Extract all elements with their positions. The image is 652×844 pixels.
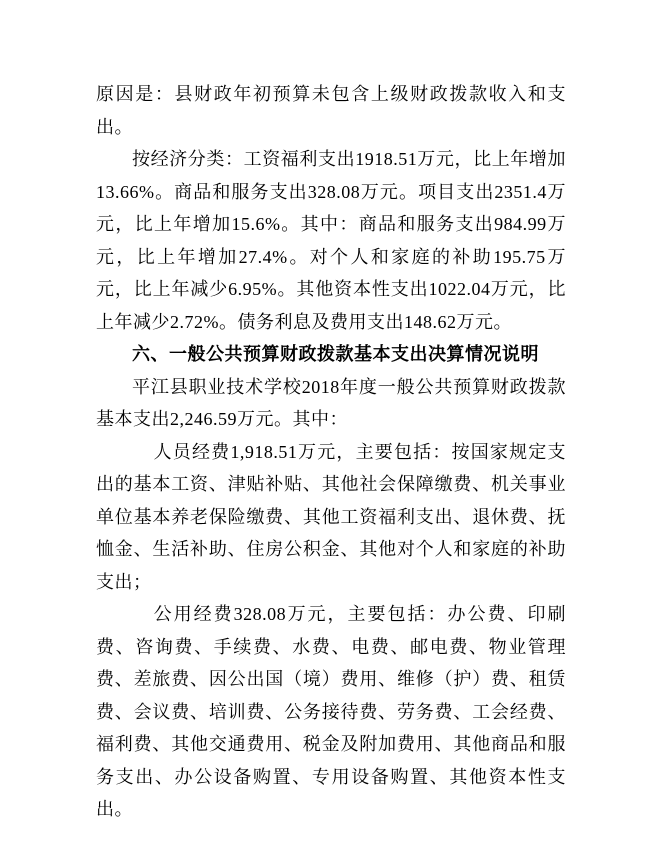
section-heading-basic-expenditure: 六、一般公共预算财政拨款基本支出决算情况说明 (132, 344, 539, 364)
document-body (96, 78, 566, 826)
paragraph-total-basic-expenditure: 平江县职业技术学校2018年度一般公共预算财政拨款基本支出2,246.59万元。其中： (96, 376, 566, 429)
paragraph-economic-classification: 按经济分类：工资福利支出1918.51万元，比上年增加13.66%。商品和服务支出328.08万元。项目支出2351.4万元，比上年增加15.6%。其中：商品和服务支出984.99万元，比上年增加27.4%。对个人和家庭的补助195.75万元，比上年减少6.95%。其他资本性支出1022.04万元，比上年减少2.72%。债务利息及费用支出148.62万元。 (96, 149, 566, 332)
paragraph-personnel-funds: 人员经费1,918.51万元，主要包括：按国家规定支出的基本工资、津贴补贴、其他社会保障缴费、机关事业单位基本养老保险缴费、其他工资福利支出、退休费、抚恤金、生活补助、住房公积金、其他对个人和家庭的补助支出； (96, 441, 566, 592)
paragraph-public-funds: 公用经费328.08万元，主要包括：办公费、印刷费、咨询费、手续费、水费、电费、邮电费、物业管理费、差旅费、因公出国（境）费用、维修（护）费、租赁费、会议费、培训费、公务接待费、劳务费、工会经费、福利费、其他交通费用、税金及附加费用、其他商品和服务支出、办公设备购置、专用设备购置、其他资本性支出。 (96, 604, 566, 819)
paragraph-reason-continuation: 原因是：县财政年初预算未包含上级财政拨款收入和支出。 (96, 84, 566, 137)
